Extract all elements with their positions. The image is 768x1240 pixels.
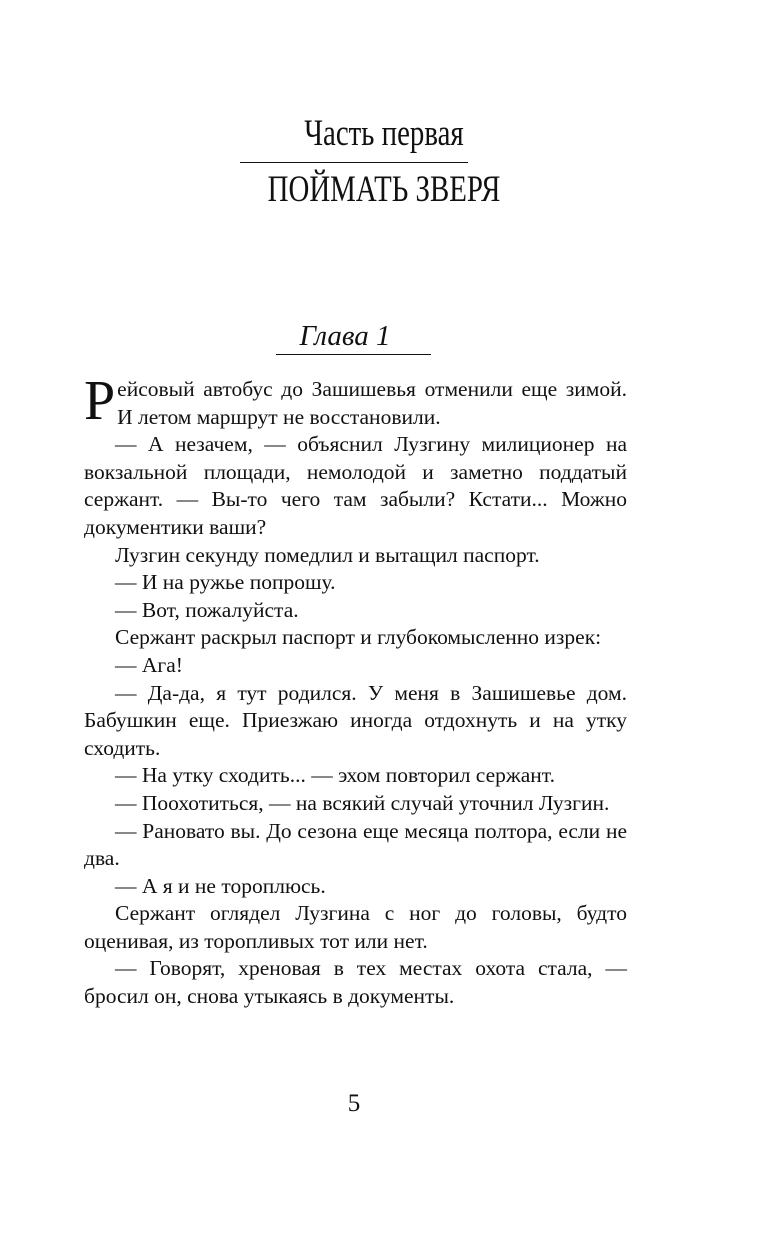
- paragraph-11: — Рановато вы. До сезона еще месяца полтора, если не два.: [84, 818, 627, 871]
- paragraph-14: — Говорят, хреновая в тех местах охота стала, — бросил он, снова утыкаясь в документы.: [84, 956, 627, 1009]
- paragraph-10: — Поохотиться, — на всякий случай уточнил Лузгин.: [115, 790, 610, 815]
- page-number: 5: [347, 1090, 361, 1117]
- paragraph-12: — А я и не тороплюсь.: [115, 873, 326, 898]
- paragraph-6: Сержант раскрыл паспорт и глубокомысленно изрек:: [115, 625, 602, 650]
- paragraph-3: Лузгин секунду помедлил и вытащил паспорт.: [115, 542, 540, 567]
- paragraph-8: — Да-да, я тут родился. У меня в Зашишевье дом. Бабушкин еще. Приезжаю иногда отдохнуть и на утку сходить.: [84, 680, 627, 760]
- chapter-divider: [276, 354, 431, 355]
- paragraph-9: — На утку сходить... — эхом повторил сержант.: [115, 763, 555, 788]
- part-divider: [240, 162, 468, 163]
- paragraph-5: — Вот, пожалуйста.: [115, 597, 299, 622]
- chapter-title: Глава 1: [299, 320, 391, 352]
- paragraph-13: Сержант оглядел Лузгина с ног до головы, будто оценивая, из торопливых тот или нет.: [84, 901, 627, 953]
- part-label: Часть первая: [304, 113, 464, 154]
- paragraph-4: — И на ружье попрошу.: [115, 570, 336, 595]
- paragraph-1: [84, 370, 627, 432]
- drop-cap: Р: [84, 370, 116, 432]
- paragraph-7: — Ага!: [115, 652, 183, 677]
- body-text: [84, 370, 627, 1011]
- paragraph-text: ейсовый автобус до Зашишевья отменили еще зимой. И летом маршрут не восстановили.: [117, 377, 627, 429]
- part-title: ПОЙМАТЬ ЗВЕРЯ: [267, 169, 501, 210]
- paragraph-2: — А незачем, — объяснил Лузгину милиционер на вокзальной площади, немолодой и заметно поддатый сержант. — Вы-то чего там забыли? Кстати... Можно документики ваши?: [84, 432, 627, 539]
